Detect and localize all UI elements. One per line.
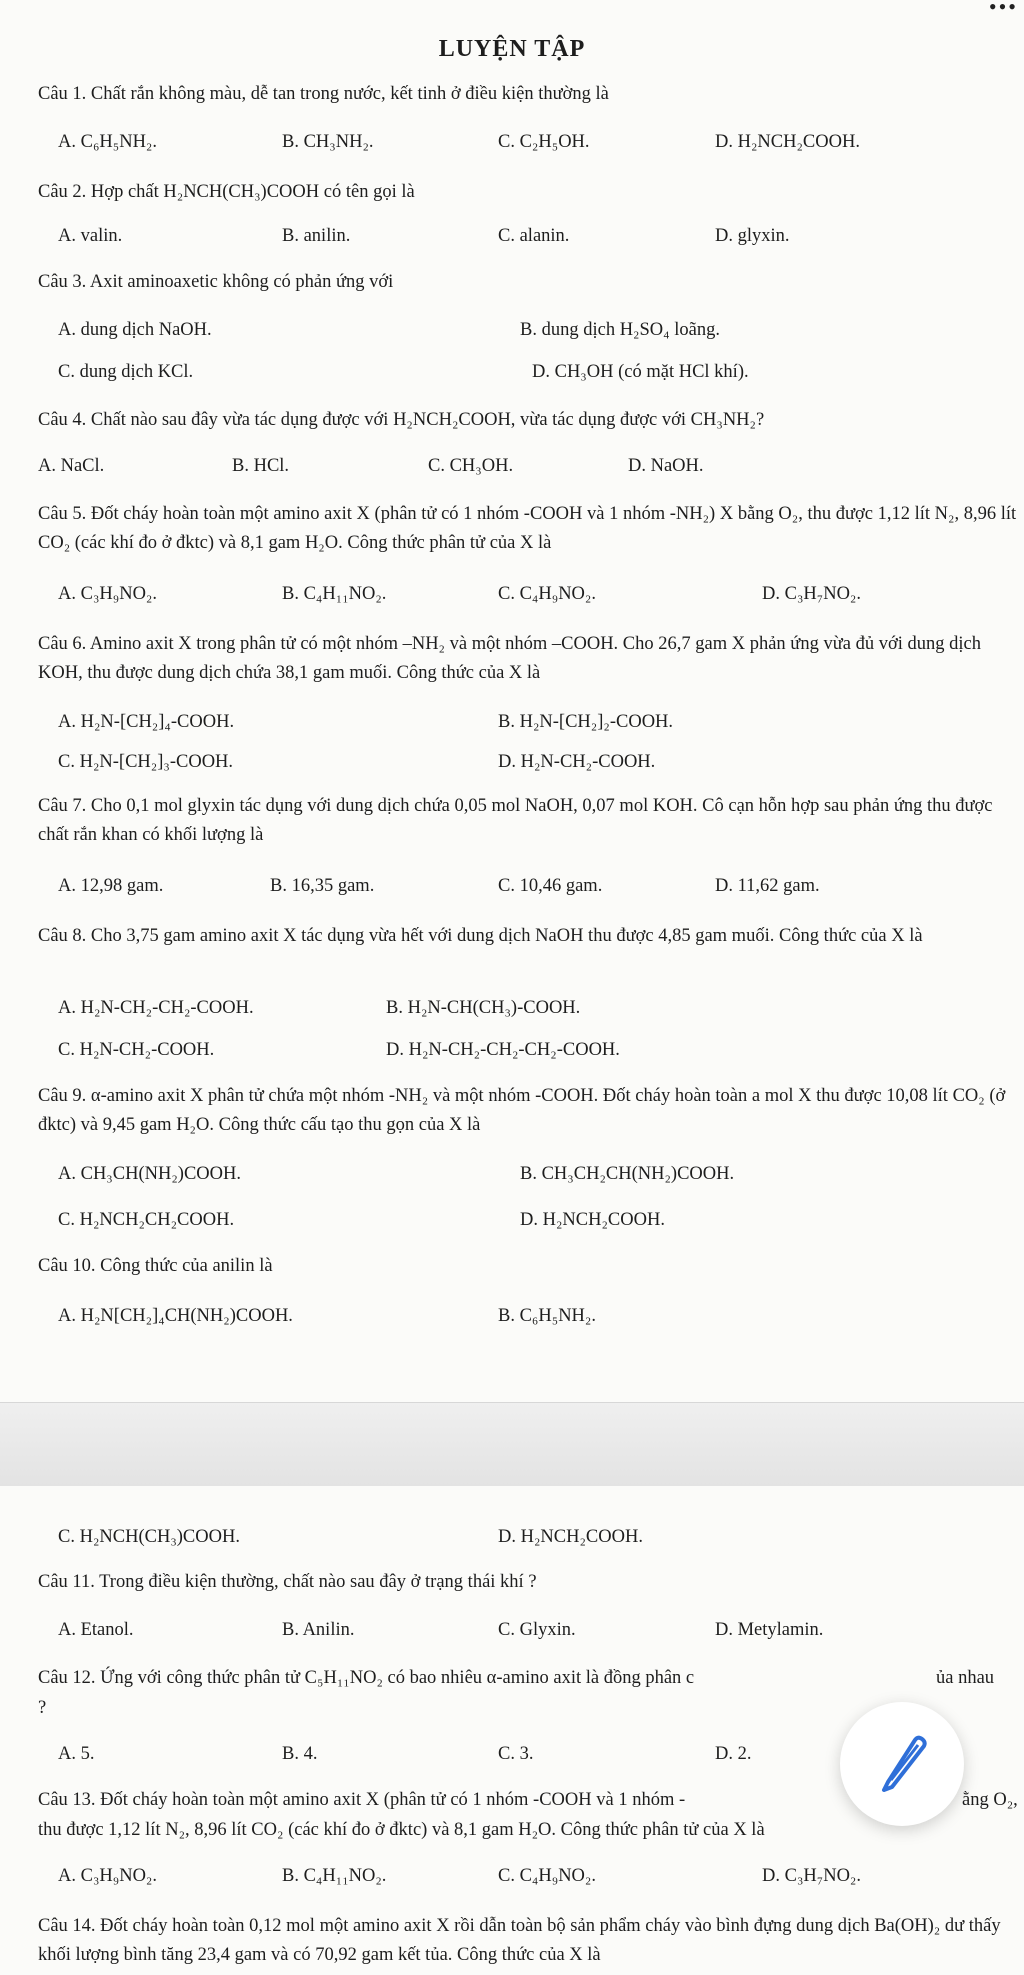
q12-option-b: B. 4. — [282, 1744, 318, 1764]
question-7: Câu 7. Cho 0,1 mol glyxin tác dụng với dung dịch chứa 0,05 mol NaOH, 0,07 mol KOH. Cô cạn hỗn hợp sau phản ứng thu được chất rắn khan có khối lượng là — [38, 796, 993, 845]
q6-option-a: A. H₂N-[CH₂]₄-COOH. — [58, 712, 235, 732]
q8-option-c: C. H₂N-CH₂-COOH. — [58, 1040, 215, 1060]
q5-option-c: C. C₄H₉NO₂. — [498, 584, 596, 604]
page-title: LUYỆN TẬP — [438, 36, 586, 62]
q13-option-c: C. C₄H₉NO₂. — [498, 1866, 596, 1886]
q12-option-a: A. 5. — [58, 1744, 95, 1764]
question-9: Câu 9. α-amino axit X phân tử chứa một nhóm -NH₂ và một nhóm -COOH. Đốt cháy hoàn toàn a mol X thu được 10,08 lít CO₂ (ở đktc) và 9,45 gam H₂O. Công thức cấu tạo thu gọn của X là — [38, 1086, 1006, 1135]
q11-option-d: D. Metylamin. — [715, 1620, 824, 1640]
q6-option-d: D. H₂N-CH₂-COOH. — [498, 752, 656, 772]
q13-option-d: D. C₃H₇NO₂. — [762, 1866, 862, 1886]
question-3: Câu 3. Axit aminoaxetic không có phản ứng với — [38, 272, 394, 292]
question-6: Câu 6. Amino axit X trong phân tử có một nhóm –NH₂ và một nhóm –COOH. Cho 26,7 gam X phản ứng vừa đủ với dung dịch KOH, thu được dung dịch chứa 38,1 gam muối. Công thức của X là — [38, 634, 981, 683]
q5-option-a: A. C₃H₉NO₂. — [58, 584, 158, 604]
edit-button[interactable] — [840, 1702, 964, 1826]
q4-option-c: C. CH₃OH. — [428, 456, 514, 476]
question-8: Câu 8. Cho 3,75 gam amino axit X tác dụng vừa hết với dung dịch NaOH thu được 4,85 gam muối. Công thức của X là — [38, 926, 923, 946]
q4-option-b: B. HCl. — [232, 456, 290, 476]
q1-option-c: C. C₂H₅OH. — [498, 132, 590, 152]
q5-option-d: D. C₃H₇NO₂. — [762, 584, 862, 604]
q8-option-d: D. H₂N-CH₂-CH₂-CH₂-COOH. — [386, 1040, 620, 1060]
question-4: Câu 4. Chất nào sau đây vừa tác dụng được với H₂NCH₂COOH, vừa tác dụng được với CH₃NH₂? — [38, 410, 765, 430]
question-13-line2: thu được 1,12 lít N₂, 8,96 lít CO₂ (các khí đo ở đktc) và 8,1 gam H₂O. Công thức phân tử của X là — [38, 1820, 765, 1840]
question-5: Câu 5. Đốt cháy hoàn toàn một amino axit X (phân tử có 1 nhóm -COOH và 1 nhóm -NH₂) X bằng O₂, thu được 1,12 lít N₂, 8,96 lít CO₂ (các khí đo ở đktc) và 8,1 gam H₂O. Công thức phân tử của X là — [38, 504, 1017, 553]
q9-option-b: B. CH₃CH₂CH(NH₂)COOH. — [520, 1164, 735, 1184]
q8-option-b: B. H₂N-CH(CH₃)-COOH. — [386, 998, 581, 1018]
q7-option-d: D. 11,62 gam. — [715, 876, 820, 896]
q9-option-c: C. H₂NCH₂CH₂COOH. — [58, 1210, 235, 1230]
q7-option-c: C. 10,46 gam. — [498, 876, 603, 896]
question-2: Câu 2. Hợp chất H₂NCH(CH₃)COOH có tên gọi là — [38, 182, 415, 202]
q2-option-b: B. anilin. — [282, 226, 351, 246]
q2-option-a: A. valin. — [58, 226, 123, 246]
page-separator — [0, 1402, 1024, 1488]
question-12: Câu 12. Ứng với công thức phân tử C₅H₁₁NO₂ có bao nhiêu α-amino axit là đồng phân c — [38, 1668, 695, 1688]
q3-option-b: B. dung dịch H₂SO₄ loãng. — [520, 320, 720, 340]
question-13-tail: ằng O₂, — [962, 1790, 1018, 1810]
question-11: Câu 11. Trong điều kiện thường, chất nào sau đây ở trạng thái khí ? — [38, 1572, 537, 1592]
q1-option-b: B. CH₃NH₂. — [282, 132, 374, 152]
q12-option-c: C. 3. — [498, 1744, 534, 1764]
q13-option-b: B. C₄H₁₁NO₂. — [282, 1866, 387, 1886]
q1-option-a: A. C₆H₅NH₂. — [58, 132, 158, 152]
question-13: Câu 13. Đốt cháy hoàn toàn một amino axit X (phân tử có 1 nhóm -COOH và 1 nhóm - — [38, 1790, 686, 1810]
question-1: Câu 1. Chất rắn không màu, dễ tan trong nước, kết tinh ở điều kiện thường là — [38, 84, 609, 104]
q2-option-c: C. alanin. — [498, 226, 570, 246]
q9-option-d: D. H₂NCH₂COOH. — [520, 1210, 665, 1230]
q3-option-d: D. CH₃OH (có mặt HCl khí). — [532, 362, 749, 382]
q11-option-c: C. Glyxin. — [498, 1620, 576, 1640]
q8-option-a: A. H₂N-CH₂-CH₂-COOH. — [58, 998, 254, 1018]
q3-option-c: C. dung dịch KCl. — [58, 362, 194, 382]
q1-option-d: D. H₂NCH₂COOH. — [715, 132, 860, 152]
q10-option-a: A. H₂N[CH₂]₄CH(NH₂)COOH. — [58, 1306, 293, 1326]
q6-option-c: C. H₂N-[CH₂]₃-COOH. — [58, 752, 234, 772]
q13-option-a: A. C₃H₉NO₂. — [58, 1866, 158, 1886]
q7-option-a: A. 12,98 gam. — [58, 876, 164, 896]
q10-option-d: D. H₂NCH₂COOH. — [498, 1527, 643, 1547]
q3-option-a: A. dung dịch NaOH. — [58, 320, 212, 340]
q11-option-b: B. Anilin. — [282, 1620, 355, 1640]
q12-option-d: D. 2. — [715, 1744, 752, 1764]
q11-option-a: A. Etanol. — [58, 1620, 134, 1640]
q2-option-d: D. glyxin. — [715, 226, 790, 246]
question-10: Câu 10. Công thức của anilin là — [38, 1256, 273, 1276]
question-14: Câu 14. Đốt cháy hoàn toàn 0,12 mol một amino axit X rồi dẫn toàn bộ sản phẩm cháy vào bình đựng dung dịch Ba(OH)₂ dư thấy khối lượng bình tăng 23,4 gam và có 70,92 gam kết tủa. Công thức của X là — [38, 1916, 1001, 1965]
q9-option-a: A. CH₃CH(NH₂)COOH. — [58, 1164, 241, 1184]
q10-option-b: B. C₆H₅NH₂. — [498, 1306, 596, 1326]
question-12-end: ? — [38, 1698, 47, 1718]
pencil-icon — [874, 1732, 930, 1792]
q6-option-b: B. H₂N-[CH₂]₂-COOH. — [498, 712, 674, 732]
q10-option-c: C. H₂NCH(CH₃)COOH. — [58, 1527, 240, 1547]
menu-dots-icon[interactable]: ••• — [988, 0, 1018, 19]
q4-option-a: A. NaCl. — [38, 456, 105, 476]
q7-option-b: B. 16,35 gam. — [270, 876, 375, 896]
question-12-tail: ủa nhau — [936, 1668, 995, 1688]
q5-option-b: B. C₄H₁₁NO₂. — [282, 584, 387, 604]
q4-option-d: D. NaOH. — [628, 456, 704, 476]
